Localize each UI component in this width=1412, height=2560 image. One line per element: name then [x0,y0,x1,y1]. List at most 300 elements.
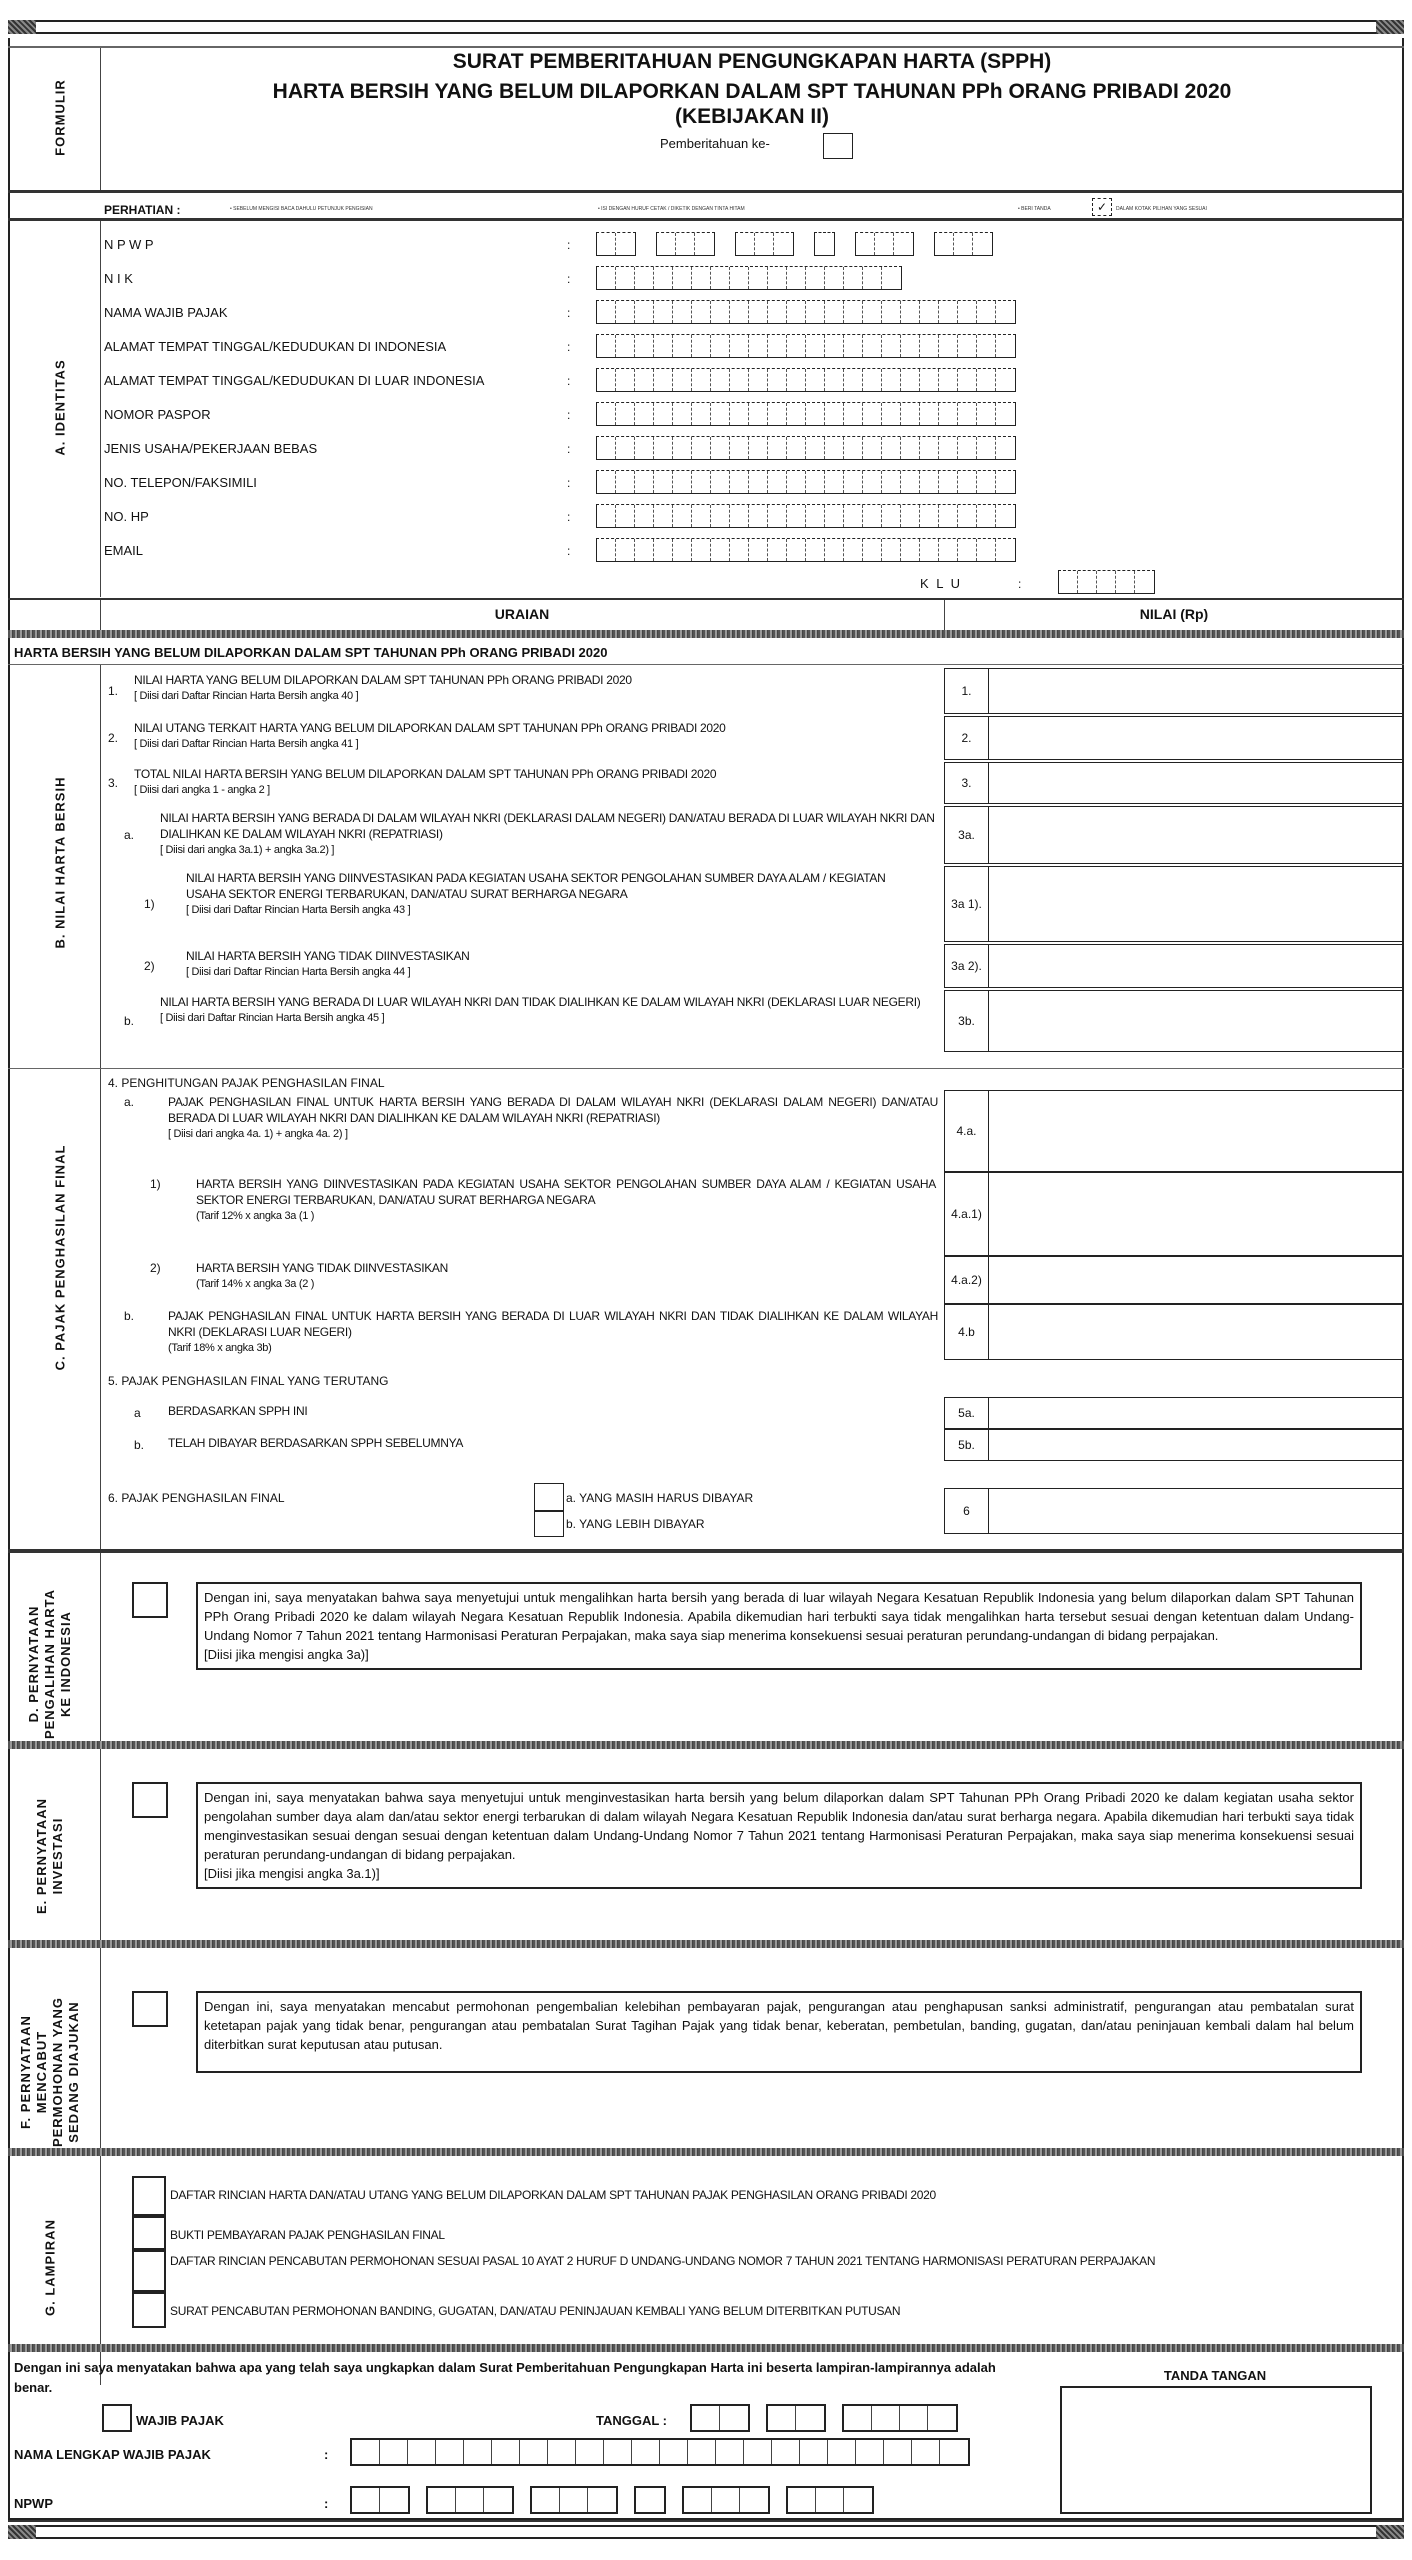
char-box[interactable] [730,437,749,459]
char-box[interactable] [635,437,654,459]
item-value-input[interactable] [989,1172,1404,1256]
item-value-input[interactable] [989,1090,1404,1172]
identitas-field-input[interactable] [596,300,1036,324]
char-box[interactable] [825,471,844,493]
char-box[interactable] [996,505,1015,527]
char-box[interactable] [636,2488,664,2512]
char-box[interactable] [806,539,825,561]
char-box[interactable] [806,437,825,459]
char-box[interactable] [844,505,863,527]
char-box[interactable] [755,233,774,255]
char-box[interactable] [977,471,996,493]
char-box[interactable] [787,539,806,561]
char-box[interactable] [352,2440,380,2464]
char-box[interactable] [996,471,1015,493]
char-box[interactable] [882,437,901,459]
char-box[interactable] [939,539,958,561]
char-box[interactable] [958,403,977,425]
char-box[interactable] [632,2440,660,2464]
char-box[interactable] [844,369,863,391]
char-box[interactable] [380,2440,408,2464]
char-box[interactable] [408,2440,436,2464]
char-box[interactable] [787,267,806,289]
char-box[interactable] [844,335,863,357]
char-box[interactable] [711,369,730,391]
char-box[interactable] [900,2406,928,2430]
char-box[interactable] [806,505,825,527]
char-box[interactable] [730,539,749,561]
box-group[interactable] [596,538,1016,562]
char-box[interactable] [788,2488,816,2512]
char-box[interactable] [825,369,844,391]
char-box[interactable] [901,403,920,425]
char-box[interactable] [380,2488,408,2512]
char-box[interactable] [711,335,730,357]
char-box[interactable] [806,335,825,357]
char-box[interactable] [597,471,616,493]
lampiran-checkbox[interactable] [132,2216,166,2250]
char-box[interactable] [692,369,711,391]
box-group[interactable] [596,266,902,290]
char-box[interactable] [712,2488,740,2512]
char-box[interactable] [576,2440,604,2464]
box-group[interactable] [814,232,835,256]
char-box[interactable] [977,335,996,357]
char-box[interactable] [939,471,958,493]
char-box[interactable] [692,471,711,493]
char-box[interactable] [456,2488,484,2512]
char-box[interactable] [692,2406,720,2430]
char-box[interactable] [597,437,616,459]
char-box[interactable] [939,335,958,357]
char-box[interactable] [711,505,730,527]
pernyataan-f-checkbox[interactable] [132,1991,168,2027]
char-box[interactable] [825,267,844,289]
char-box[interactable] [749,301,768,323]
char-box[interactable] [1097,571,1116,593]
char-box[interactable] [464,2440,492,2464]
char-box[interactable] [654,335,673,357]
box-group[interactable] [634,2486,666,2514]
char-box[interactable] [616,471,635,493]
char-box[interactable] [673,335,692,357]
box-group[interactable] [786,2486,874,2514]
char-box[interactable] [635,335,654,357]
npwp-footer-input[interactable] [350,2486,890,2514]
item-value-input[interactable] [989,806,1404,864]
char-box[interactable] [654,301,673,323]
char-box[interactable] [825,437,844,459]
char-box[interactable] [787,437,806,459]
char-box[interactable] [676,233,695,255]
char-box[interactable] [768,267,787,289]
char-box[interactable] [673,437,692,459]
char-box[interactable] [711,471,730,493]
char-box[interactable] [749,335,768,357]
char-box[interactable] [806,267,825,289]
char-box[interactable] [532,2488,560,2512]
char-box[interactable] [616,267,635,289]
item-value-input[interactable] [989,1304,1404,1360]
item-value-input[interactable] [989,1397,1404,1429]
char-box[interactable] [749,403,768,425]
item6-value[interactable] [989,1488,1404,1534]
char-box[interactable] [901,471,920,493]
char-box[interactable] [484,2488,512,2512]
char-box[interactable] [730,301,749,323]
char-box[interactable] [616,369,635,391]
char-box[interactable] [920,539,939,561]
char-box[interactable] [772,2440,800,2464]
char-box[interactable] [673,539,692,561]
box-group[interactable] [1058,570,1155,594]
char-box[interactable] [520,2440,548,2464]
char-box[interactable] [616,539,635,561]
char-box[interactable] [635,471,654,493]
char-box[interactable] [711,301,730,323]
char-box[interactable] [768,369,787,391]
char-box[interactable] [711,539,730,561]
char-box[interactable] [973,233,992,255]
char-box[interactable] [996,539,1015,561]
char-box[interactable] [692,403,711,425]
char-box[interactable] [749,505,768,527]
char-box[interactable] [800,2440,828,2464]
char-box[interactable] [901,335,920,357]
char-box[interactable] [787,335,806,357]
box-group[interactable] [426,2486,514,2514]
box-group[interactable] [934,232,993,256]
char-box[interactable] [673,267,692,289]
char-box[interactable] [958,335,977,357]
char-box[interactable] [654,369,673,391]
char-box[interactable] [688,2440,716,2464]
char-box[interactable] [1116,571,1135,593]
char-box[interactable] [716,2440,744,2464]
char-box[interactable] [958,301,977,323]
char-box[interactable] [673,403,692,425]
pernyataan-e-checkbox[interactable] [132,1782,168,1818]
box-group[interactable] [350,2438,970,2466]
char-box[interactable] [730,505,749,527]
char-box[interactable] [768,471,787,493]
box-group[interactable] [596,436,1016,460]
char-box[interactable] [882,539,901,561]
char-box[interactable] [844,403,863,425]
char-box[interactable] [597,301,616,323]
char-box[interactable] [749,369,768,391]
identitas-field-input[interactable] [596,334,1036,358]
char-box[interactable] [875,233,894,255]
char-box[interactable] [958,471,977,493]
char-box[interactable] [940,2440,968,2464]
char-box[interactable] [856,2440,884,2464]
char-box[interactable] [711,267,730,289]
char-box[interactable] [996,301,1015,323]
char-box[interactable] [673,301,692,323]
char-box[interactable] [920,403,939,425]
char-box[interactable] [882,301,901,323]
box-group[interactable] [596,470,1016,494]
box-group[interactable] [842,2404,958,2432]
char-box[interactable] [730,369,749,391]
char-box[interactable] [977,369,996,391]
identitas-field-input[interactable] [596,266,922,290]
char-box[interactable] [352,2488,380,2512]
char-box[interactable] [657,233,676,255]
char-box[interactable] [825,403,844,425]
char-box[interactable] [928,2406,956,2430]
identitas-field-input[interactable] [596,436,1036,460]
char-box[interactable] [635,539,654,561]
char-box[interactable] [749,539,768,561]
char-box[interactable] [720,2406,748,2430]
char-box[interactable] [844,301,863,323]
char-box[interactable] [863,369,882,391]
char-box[interactable] [597,233,616,255]
char-box[interactable] [635,267,654,289]
char-box[interactable] [912,2440,940,2464]
identitas-field-input[interactable] [596,504,1036,528]
klu-input[interactable] [1058,570,1175,594]
char-box[interactable] [977,437,996,459]
char-box[interactable] [654,267,673,289]
char-box[interactable] [844,267,863,289]
char-box[interactable] [977,539,996,561]
char-box[interactable] [977,301,996,323]
char-box[interactable] [654,437,673,459]
lampiran-checkbox[interactable] [132,2292,166,2328]
char-box[interactable] [692,505,711,527]
char-box[interactable] [597,539,616,561]
char-box[interactable] [939,403,958,425]
char-box[interactable] [996,335,1015,357]
char-box[interactable] [806,471,825,493]
char-box[interactable] [654,471,673,493]
char-box[interactable] [920,369,939,391]
char-box[interactable] [635,301,654,323]
char-box[interactable] [796,2406,824,2430]
char-box[interactable] [1135,571,1154,593]
char-box[interactable] [844,437,863,459]
char-box[interactable] [673,505,692,527]
char-box[interactable] [901,369,920,391]
char-box[interactable] [901,505,920,527]
lampiran-checkbox[interactable] [132,2250,166,2292]
char-box[interactable] [436,2440,464,2464]
char-box[interactable] [872,2406,900,2430]
item6-option-a-checkbox[interactable] [534,1483,564,1511]
char-box[interactable] [882,471,901,493]
char-box[interactable] [787,505,806,527]
char-box[interactable] [654,403,673,425]
char-box[interactable] [635,369,654,391]
item-value-input[interactable] [989,716,1404,760]
signature-box[interactable] [1060,2386,1372,2514]
char-box[interactable] [768,505,787,527]
item-value-input[interactable] [989,762,1404,804]
char-box[interactable] [844,539,863,561]
item-value-input[interactable] [989,990,1404,1052]
char-box[interactable] [863,471,882,493]
wajib-pajak-checkbox[interactable] [102,2404,132,2432]
char-box[interactable] [844,2488,872,2512]
box-group[interactable] [596,232,636,256]
box-group[interactable] [596,504,1016,528]
char-box[interactable] [977,403,996,425]
char-box[interactable] [863,335,882,357]
char-box[interactable] [806,369,825,391]
char-box[interactable] [730,267,749,289]
identitas-field-input[interactable] [596,232,1013,256]
char-box[interactable] [692,267,711,289]
char-box[interactable] [882,403,901,425]
identitas-field-input[interactable] [596,402,1036,426]
char-box[interactable] [692,301,711,323]
identitas-field-input[interactable] [596,538,1036,562]
item6-option-b-checkbox[interactable] [534,1511,564,1537]
char-box[interactable] [768,403,787,425]
char-box[interactable] [939,301,958,323]
char-box[interactable] [597,505,616,527]
item-value-input[interactable] [989,1256,1404,1304]
item-value-input[interactable] [989,1429,1404,1461]
char-box[interactable] [806,403,825,425]
char-box[interactable] [616,505,635,527]
char-box[interactable] [692,335,711,357]
char-box[interactable] [768,437,787,459]
box-group[interactable] [656,232,715,256]
box-group[interactable] [596,334,1016,358]
char-box[interactable] [920,505,939,527]
char-box[interactable] [711,437,730,459]
char-box[interactable] [548,2440,576,2464]
char-box[interactable] [684,2488,712,2512]
pemberitahuan-input[interactable] [823,133,853,159]
box-group[interactable] [596,402,1016,426]
char-box[interactable] [806,301,825,323]
char-box[interactable] [939,369,958,391]
char-box[interactable] [774,233,793,255]
box-group[interactable] [530,2486,618,2514]
char-box[interactable] [939,437,958,459]
char-box[interactable] [901,437,920,459]
char-box[interactable] [616,437,635,459]
char-box[interactable] [958,505,977,527]
char-box[interactable] [901,301,920,323]
char-box[interactable] [660,2440,688,2464]
char-box[interactable] [1059,571,1078,593]
item-value-input[interactable] [989,944,1404,988]
char-box[interactable] [744,2440,772,2464]
char-box[interactable] [768,2406,796,2430]
char-box[interactable] [588,2488,616,2512]
char-box[interactable] [844,471,863,493]
char-box[interactable] [749,437,768,459]
char-box[interactable] [787,369,806,391]
char-box[interactable] [711,403,730,425]
char-box[interactable] [825,505,844,527]
char-box[interactable] [816,2488,844,2512]
item-value-input[interactable] [989,668,1404,714]
char-box[interactable] [815,233,834,255]
char-box[interactable] [635,403,654,425]
char-box[interactable] [787,471,806,493]
char-box[interactable] [560,2488,588,2512]
char-box[interactable] [730,335,749,357]
char-box[interactable] [730,403,749,425]
char-box[interactable] [958,539,977,561]
char-box[interactable] [958,437,977,459]
char-box[interactable] [730,471,749,493]
char-box[interactable] [996,369,1015,391]
char-box[interactable] [863,505,882,527]
identitas-field-input[interactable] [596,368,1036,392]
char-box[interactable] [616,233,635,255]
char-box[interactable] [695,233,714,255]
char-box[interactable] [492,2440,520,2464]
char-box[interactable] [616,403,635,425]
char-box[interactable] [863,437,882,459]
char-box[interactable] [825,539,844,561]
char-box[interactable] [954,233,973,255]
box-group[interactable] [350,2486,410,2514]
char-box[interactable] [939,505,958,527]
char-box[interactable] [597,335,616,357]
char-box[interactable] [825,301,844,323]
char-box[interactable] [920,301,939,323]
char-box[interactable] [692,539,711,561]
char-box[interactable] [935,233,954,255]
nama-lengkap-input[interactable] [350,2438,986,2466]
box-group[interactable] [766,2404,826,2432]
char-box[interactable] [428,2488,456,2512]
char-box[interactable] [597,403,616,425]
char-box[interactable] [787,301,806,323]
char-box[interactable] [597,369,616,391]
char-box[interactable] [828,2440,856,2464]
char-box[interactable] [635,505,654,527]
lampiran-checkbox[interactable] [132,2176,166,2216]
char-box[interactable] [977,505,996,527]
char-box[interactable] [825,335,844,357]
char-box[interactable] [740,2488,768,2512]
char-box[interactable] [654,505,673,527]
char-box[interactable] [996,403,1015,425]
char-box[interactable] [604,2440,632,2464]
char-box[interactable] [882,267,901,289]
item-value-input[interactable] [989,866,1404,942]
box-group[interactable] [596,368,1016,392]
char-box[interactable] [1078,571,1097,593]
char-box[interactable] [884,2440,912,2464]
pernyataan-d-checkbox[interactable] [132,1582,168,1618]
char-box[interactable] [920,471,939,493]
box-group[interactable] [596,300,1016,324]
char-box[interactable] [749,471,768,493]
char-box[interactable] [882,505,901,527]
char-box[interactable] [863,539,882,561]
char-box[interactable] [856,233,875,255]
char-box[interactable] [894,233,913,255]
char-box[interactable] [882,335,901,357]
tanggal-input[interactable] [690,2404,974,2432]
char-box[interactable] [901,539,920,561]
char-box[interactable] [768,539,787,561]
char-box[interactable] [863,301,882,323]
box-group[interactable] [682,2486,770,2514]
char-box[interactable] [958,369,977,391]
